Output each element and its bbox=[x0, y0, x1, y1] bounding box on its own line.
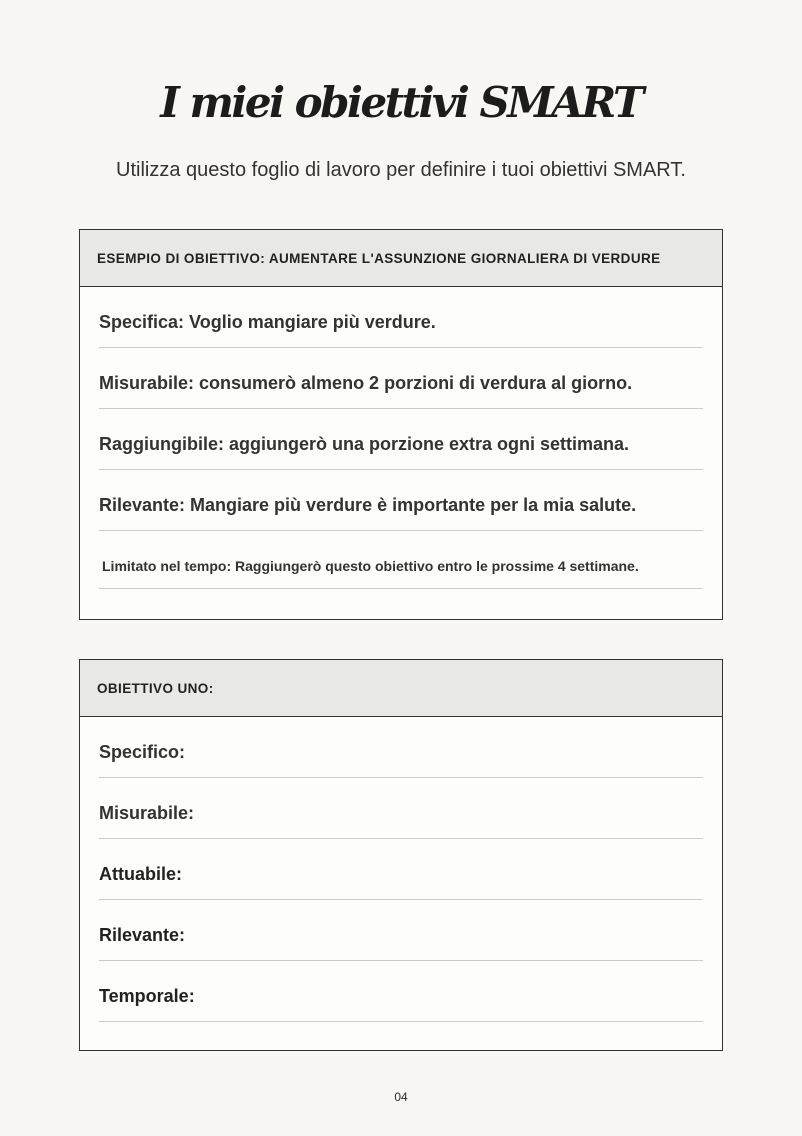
goal-one-measurable-field[interactable]: Misurabile: bbox=[99, 778, 703, 839]
example-row-time-bound: Limitato nel tempo: Raggiungerò questo obiettivo entro le prossime 4 settimane. bbox=[99, 531, 703, 589]
page-number: 04 bbox=[394, 1090, 408, 1104]
page-subtitle: Utilizza questo foglio di lavoro per definire i tuoi obiettivi SMART. bbox=[116, 159, 686, 181]
example-row-measurable: Misurabile: consumerò almeno 2 porzioni di verdura al giorno. bbox=[99, 348, 703, 409]
example-row-achievable: Raggiungibile: aggiungerò una porzione extra ogni settimana. bbox=[99, 409, 703, 470]
example-goal-header: ESEMPIO DI OBIETTIVO: AUMENTARE L'ASSUNZIONE GIORNALIERA DI VERDURE bbox=[80, 230, 722, 287]
example-row-relevant: Rilevante: Mangiare più verdure è importante per la mia salute. bbox=[99, 470, 703, 531]
goal-one-box bbox=[79, 659, 723, 1051]
goal-one-header: OBIETTIVO UNO: bbox=[80, 660, 722, 717]
goal-one-relevant-field[interactable]: Rilevante: bbox=[99, 900, 703, 961]
goal-one-achievable-field[interactable]: Attuabile: bbox=[99, 839, 703, 900]
goal-one-time-bound-field[interactable]: Temporale: bbox=[99, 961, 703, 1022]
example-goal-box bbox=[79, 229, 723, 620]
page-title: I miei obiettivi SMART bbox=[160, 78, 642, 127]
example-row-specific: Specifica: Voglio mangiare più verdure. bbox=[99, 287, 703, 348]
goal-one-specific-field[interactable]: Specifico: bbox=[99, 717, 703, 778]
